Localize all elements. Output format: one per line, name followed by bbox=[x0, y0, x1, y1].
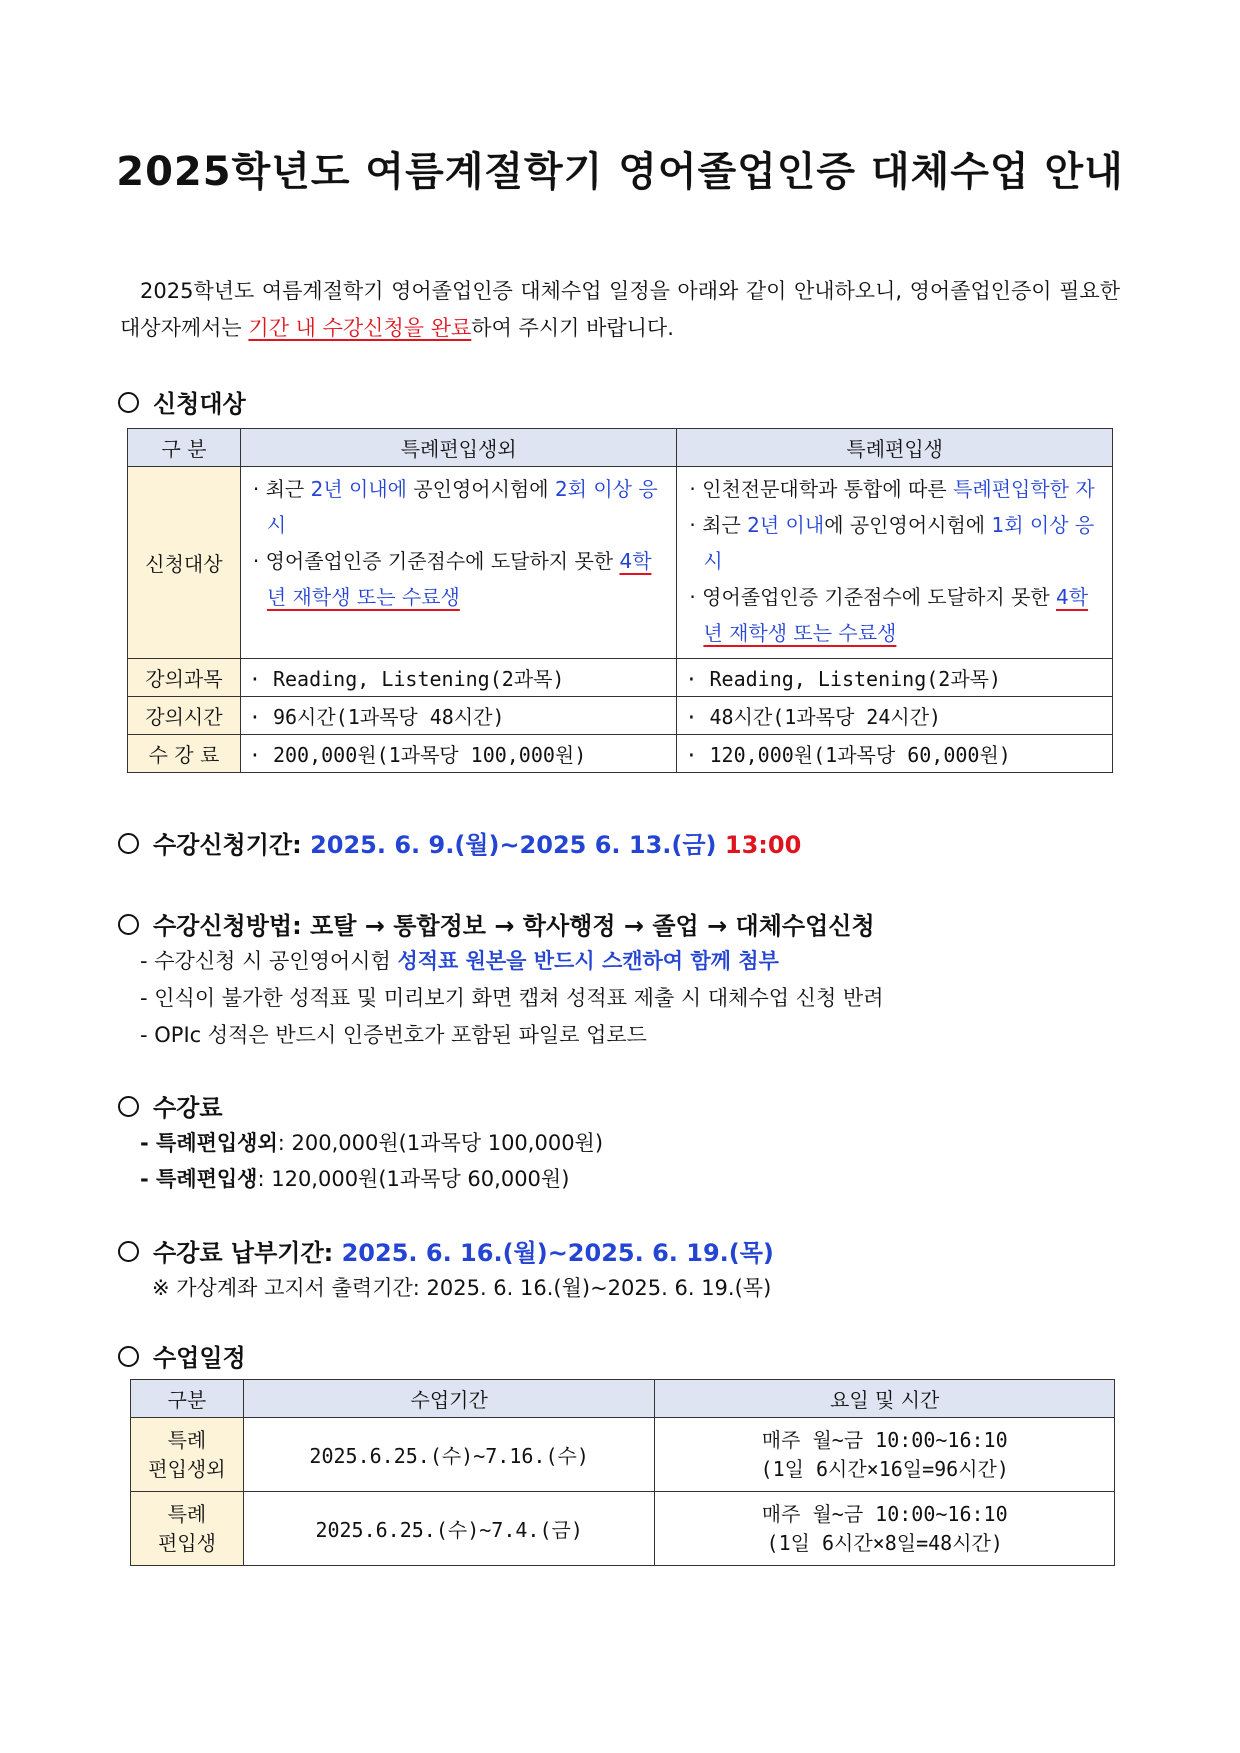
cell-col2-hours: · 48시간(1과목당 24시간) bbox=[677, 697, 1113, 735]
table-row bbox=[128, 467, 1113, 659]
period-dates: 2025. 6. 9.(월)~2025 6. 13.(금) bbox=[310, 831, 717, 859]
schedule-header-label: 구분 bbox=[131, 1380, 244, 1418]
circle-bullet-icon bbox=[118, 1096, 139, 1117]
table-row bbox=[128, 697, 1113, 735]
row-label-subject: 강의과목 bbox=[128, 659, 241, 697]
table-header-col2: 특례편입생 bbox=[677, 429, 1113, 467]
cell-col2-fee: · 120,000원(1과목당 60,000원) bbox=[677, 735, 1113, 773]
table-row bbox=[128, 659, 1113, 697]
schedule-row-time: 매주 월~금 10:00~16:10 (1일 6시간×16일=96시간) bbox=[655, 1418, 1115, 1492]
table-row bbox=[131, 1418, 1115, 1492]
circle-bullet-icon bbox=[118, 392, 139, 413]
section-period-heading: 수강신청기간: 2025. 6. 9.(월)~2025 6. 13.(금) 13:00 bbox=[118, 825, 801, 860]
fee-item-1: - 특례편입생외: 200,000원(1과목당 100,000원) bbox=[140, 1131, 604, 1155]
section-method-heading: 수강신청방법: 포탈 → 통합정보 → 학사행정 → 졸업 → 대체수업신청 bbox=[118, 906, 875, 941]
schedule-row-period: 2025.6.25.(수)~7.16.(수) bbox=[243, 1418, 655, 1492]
target-bullet: · 최근 2년 이내에 공인영어시험에 1회 이상 응시 bbox=[689, 513, 1095, 573]
method-note-3: - OPIc 성적은 반드시 인증번호가 포함된 파일로 업로드 bbox=[140, 1023, 647, 1047]
row-label-hours: 강의시간 bbox=[128, 697, 241, 735]
method-note-2: - 인식이 불가한 성적표 및 미리보기 화면 캡쳐 성적표 제출 시 대체수업 신청 반려 bbox=[140, 986, 884, 1010]
intro-highlight: 기간 내 수강신청을 완료 bbox=[248, 316, 472, 340]
table-row bbox=[128, 735, 1113, 773]
intro-text-1: 2025학년도 여름계절학기 영어졸업인증 대체수업 일정을 아래와 같이 안내하오니, 영어졸업인증이 필요한 대상자께서는 bbox=[120, 279, 1120, 340]
section-payment-heading: 수강료 납부기간: 2025. 6. 16.(월)~2025. 6. 19.(목) bbox=[118, 1233, 774, 1268]
intro-paragraph bbox=[120, 273, 1120, 347]
period-time: 13:00 bbox=[724, 831, 802, 859]
target-bullet: · 영어졸업인증 기준점수에 도달하지 못한 4학년 재학생 또는 수료생 bbox=[689, 585, 1089, 645]
schedule-table bbox=[130, 1379, 1115, 1566]
circle-bullet-icon bbox=[118, 833, 139, 854]
section-fee-heading: 수강료 bbox=[118, 1088, 223, 1123]
circle-bullet-icon bbox=[118, 914, 139, 935]
schedule-row-time: 매주 월~금 10:00~16:10 (1일 6시간×8일=48시간) bbox=[655, 1492, 1115, 1566]
method-note-1: - 수강신청 시 공인영어시험 성적표 원본을 반드시 스캔하여 함께 첨부 bbox=[140, 949, 779, 973]
schedule-row-label: 특례 편입생 bbox=[131, 1492, 244, 1566]
cell-col1-hours: · 96시간(1과목당 48시간) bbox=[240, 697, 677, 735]
table-row bbox=[131, 1380, 1115, 1418]
table-row bbox=[128, 429, 1113, 467]
fee-item-2: - 특례편입생: 120,000원(1과목당 60,000원) bbox=[140, 1167, 570, 1191]
target-bullet: · 인천전문대학과 통합에 따른 특례편입학한 자 bbox=[689, 477, 1095, 501]
schedule-row-period: 2025.6.25.(수)~7.4.(금) bbox=[243, 1492, 655, 1566]
row-label-fee: 수 강 료 bbox=[128, 735, 241, 773]
table-header-label: 구 분 bbox=[128, 429, 241, 467]
target-bullet: · 최근 2년 이내에 공인영어시험에 2회 이상 응시 bbox=[252, 477, 658, 537]
payment-note: ※ 가상계좌 고지서 출력기간: 2025. 6. 16.(월)~2025. 6. 19.(목) bbox=[152, 1276, 772, 1300]
cell-col1-fee: · 200,000원(1과목당 100,000원) bbox=[240, 735, 677, 773]
target-bullet: · 영어졸업인증 기준점수에 도달하지 못한 4학년 재학생 또는 수료생 bbox=[252, 549, 652, 609]
table-row bbox=[131, 1492, 1115, 1566]
circle-bullet-icon bbox=[118, 1346, 139, 1367]
target-table bbox=[127, 428, 1113, 773]
schedule-header-time: 요일 및 시간 bbox=[655, 1380, 1115, 1418]
row-label-target: 신청대상 bbox=[128, 467, 241, 659]
intro-text-2: 하여 주시기 바랍니다. bbox=[471, 316, 674, 340]
section-target-heading: 신청대상 bbox=[118, 384, 246, 419]
section-schedule-heading: 수업일정 bbox=[118, 1338, 246, 1373]
cell-col2-target bbox=[677, 467, 1113, 659]
circle-bullet-icon bbox=[118, 1241, 139, 1262]
cell-col1-target bbox=[240, 467, 677, 659]
cell-col2-subject: · Reading, Listening(2과목) bbox=[677, 659, 1113, 697]
payment-dates: 2025. 6. 16.(월)~2025. 6. 19.(목) bbox=[341, 1239, 774, 1267]
schedule-header-period: 수업기간 bbox=[243, 1380, 655, 1418]
cell-col1-subject: · Reading, Listening(2과목) bbox=[240, 659, 677, 697]
page-title: 2025학년도 여름계절학기 영어졸업인증 대체수업 안내 bbox=[116, 149, 1124, 195]
schedule-row-label: 특례 편입생외 bbox=[131, 1418, 244, 1492]
table-header-col1: 특례편입생외 bbox=[240, 429, 677, 467]
